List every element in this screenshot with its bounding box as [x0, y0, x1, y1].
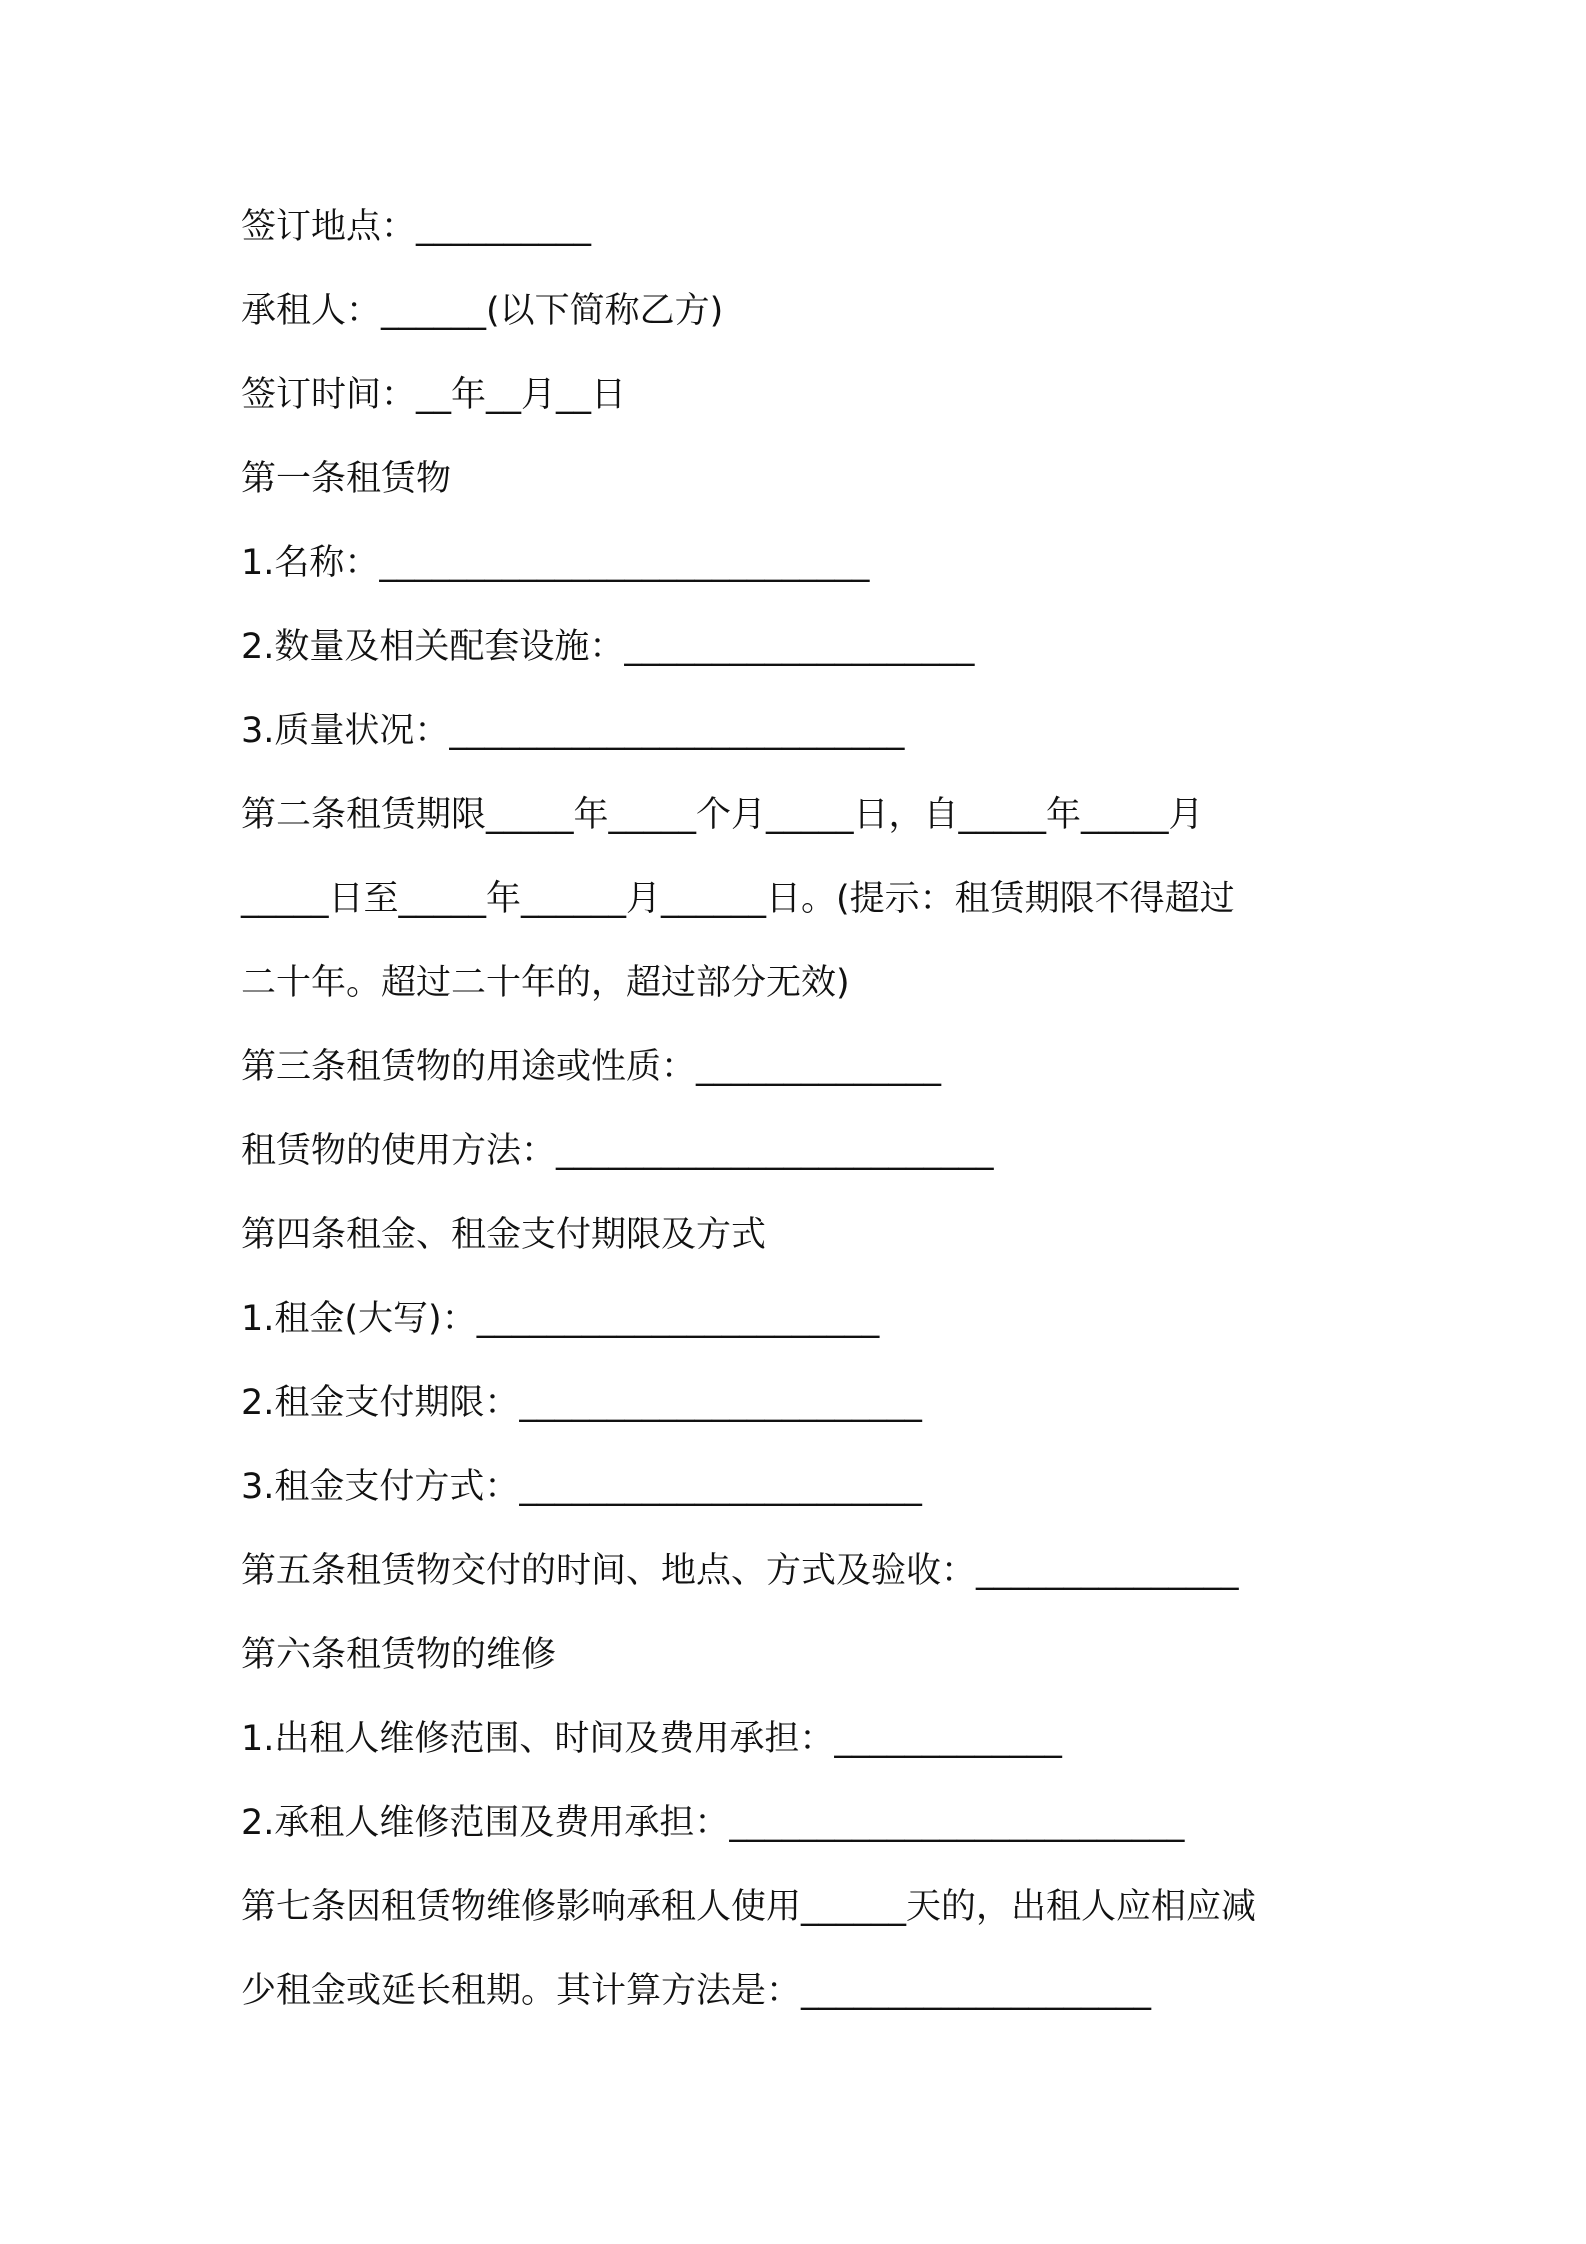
article-4-item-2: 2.租金支付期限：_______________________ — [241, 1383, 922, 1423]
article-3-line-1: 第三条租赁物的用途或性质：______________ — [241, 1047, 942, 1087]
article-2-line-2: _____日至_____年______月______日。(提示：租赁期限不得超过 — [241, 879, 1235, 919]
article-1-item-1: 1.名称：____________________________ — [241, 543, 870, 583]
signing-place-line: 签订地点：__________ — [241, 207, 592, 247]
article-4-item-1: 1.租金(大写)：_______________________ — [241, 1299, 880, 1339]
article-4-item-3: 3.租金支付方式：_______________________ — [241, 1467, 922, 1507]
article-7-line-2: 少租金或延长租期。其计算方法是：____________________ — [241, 1971, 1152, 2011]
lessee-line: 承租人：______(以下简称乙方) — [241, 291, 724, 331]
article-5-line: 第五条租赁物交付的时间、地点、方式及验收：_______________ — [241, 1551, 1239, 1591]
article-6-heading: 第六条租赁物的维修 — [241, 1635, 557, 1675]
signing-date-line: 签订时间：__年__月__日 — [241, 375, 627, 415]
article-4-heading: 第四条租金、租金支付期限及方式 — [241, 1215, 767, 1255]
article-2-line-1: 第二条租赁期限_____年_____个月_____日，自_____年_____月 — [241, 795, 1204, 835]
article-2-line-3: 二十年。超过二十年的，超过部分无效) — [241, 963, 850, 1003]
article-1-item-3: 3.质量状况：__________________________ — [241, 711, 905, 751]
article-7-line-1: 第七条因租赁物维修影响承租人使用______天的，出租人应相应减 — [241, 1887, 1257, 1927]
article-6-item-1: 1.出租人维修范围、时间及费用承担：_____________ — [241, 1719, 1062, 1759]
article-1-heading: 第一条租赁物 — [241, 459, 452, 499]
article-6-item-2: 2.承租人维修范围及费用承担：__________________________ — [241, 1803, 1185, 1843]
article-3-line-2: 租赁物的使用方法：_________________________ — [241, 1131, 994, 1171]
article-1-item-2: 2.数量及相关配套设施：____________________ — [241, 627, 975, 667]
